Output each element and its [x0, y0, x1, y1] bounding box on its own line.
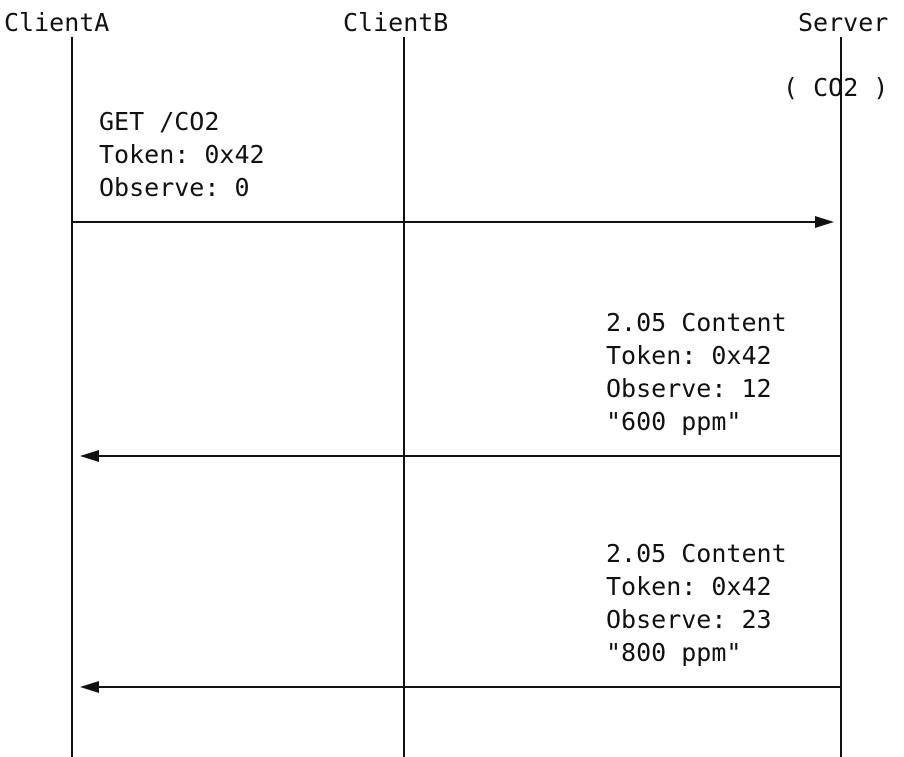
message-request-arrowhead — [815, 216, 834, 228]
message-notification-1-line-4: "600 ppm" — [606, 407, 742, 436]
message-request-line-2: Token: 0x42 — [99, 140, 265, 169]
message-notification-1-line-2: Token: 0x42 — [606, 341, 772, 370]
message-notification-1 — [80, 308, 841, 462]
message-request-line-3: Observe: 0 — [99, 173, 250, 202]
participant-server: Server — [798, 8, 889, 37]
server-resource-label: ( CO2 ) — [783, 73, 889, 102]
message-request-line-1: GET /CO2 — [99, 107, 220, 136]
message-notification-2-line-3: Observe: 23 — [606, 605, 772, 634]
message-notification-1-line-1: 2.05 Content — [606, 308, 787, 337]
message-notification-1-line-3: Observe: 12 — [606, 374, 772, 403]
message-notification-2-line-2: Token: 0x42 — [606, 572, 772, 601]
message-notification-2-arrowhead — [80, 681, 99, 693]
message-notification-2-line-4: "800 ppm" — [606, 638, 742, 667]
message-request — [72, 107, 834, 228]
message-notification-2 — [80, 539, 841, 693]
participant-client-b: ClientB — [343, 8, 449, 37]
message-notification-1-arrowhead — [80, 450, 99, 462]
message-notification-2-line-1: 2.05 Content — [606, 539, 787, 568]
participant-client-a: ClientA — [4, 8, 110, 37]
